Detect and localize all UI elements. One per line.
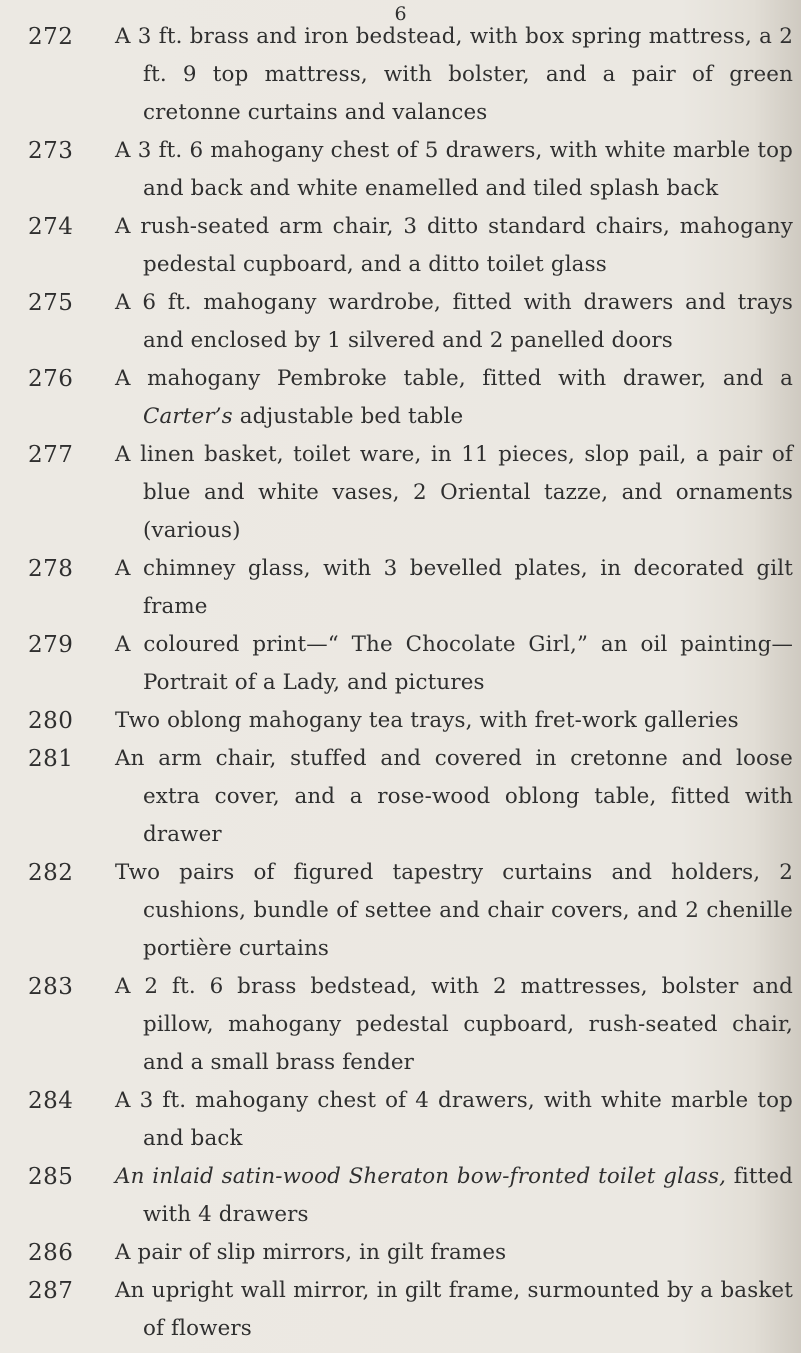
lot-number: 273: [28, 138, 74, 164]
lot-description: A rush-seated arm chair, 3 ditto standard chairs, mahogany pedestal cupboard, and a ditto toilet glass: [115, 214, 793, 277]
lot-description: A 3 ft. brass and iron bedstead, with box spring mattress, a 2 ft. 9 top mattress, with bolster, and a pair of green cretonne curtains and valances: [115, 24, 793, 125]
lot-description: [115, 1158, 793, 1234]
lot-description: Two oblong mahogany tea trays, with fret-work galleries: [115, 708, 739, 733]
lot-number: 285: [28, 1164, 74, 1190]
lot-description: A 3 ft. 6 mahogany chest of 5 drawers, with white marble top and back and white enamelled and tiled splash back: [115, 138, 793, 201]
lot-number: 278: [28, 556, 74, 582]
lot-description: A linen basket, toilet ware, in 11 pieces, slop pail, a pair of blue and white vases, 2 Oriental tazze, and ornaments (various): [115, 442, 793, 543]
lot-number: 276: [28, 366, 74, 392]
lot-description: An arm chair, stuffed and covered in cretonne and loose extra cover, and a rose-wood oblong table, fitted with drawer: [115, 746, 793, 847]
lot-text-end: fitted with 4 drawers: [143, 1164, 793, 1227]
page-number: 6: [394, 3, 407, 25]
lot-text-italic: An inlaid satin-wood Sheraton bow-fronted toilet glass,: [115, 1164, 727, 1189]
lot-number: 272: [28, 24, 74, 50]
lot-number: 286: [28, 1240, 74, 1266]
lot-number: 281: [28, 746, 74, 772]
lot-number: 280: [28, 708, 74, 734]
lot-number: 282: [28, 860, 74, 886]
lot-description: A 2 ft. 6 brass bedstead, with 2 mattresses, bolster and pillow, mahogany pedestal cupboard, rush-seated chair, and a small brass fender: [115, 974, 793, 1075]
lot-text-italic: Carter’s: [143, 404, 233, 429]
lot-number: 274: [28, 214, 74, 240]
lot-description: A 6 ft. mahogany wardrobe, fitted with drawers and trays and enclosed by 1 silvered and 2 panelled doors: [115, 290, 793, 353]
lot-description: An upright wall mirror, in gilt frame, surmounted by a basket of flowers: [115, 1278, 793, 1341]
lot-description: [115, 360, 793, 436]
lot-description: Two pairs of figured tapestry curtains and holders, 2 cushions, bundle of settee and chair covers, and 2 chenille portière curtains: [115, 860, 793, 961]
lot-number: 283: [28, 974, 74, 1000]
lot-number: 279: [28, 632, 74, 658]
lot-number: 277: [28, 442, 74, 468]
lot-number: 287: [28, 1278, 74, 1304]
lot-text-start: A mahogany Pembroke table, fitted with drawer, and a: [115, 366, 793, 391]
lot-description: A pair of slip mirrors, in gilt frames: [115, 1240, 507, 1265]
lot-text-end: adjustable bed table: [239, 404, 464, 429]
lot-number: 275: [28, 290, 74, 316]
lot-description: A coloured print—“ The Chocolate Girl,” an oil painting— Portrait of a Lady, and pictures: [115, 632, 793, 695]
lot-number: 284: [28, 1088, 74, 1114]
lot-description: A chimney glass, with 3 bevelled plates, in decorated gilt frame: [115, 556, 793, 619]
lot-description: A 3 ft. mahogany chest of 4 drawers, with white marble top and back: [115, 1088, 793, 1151]
